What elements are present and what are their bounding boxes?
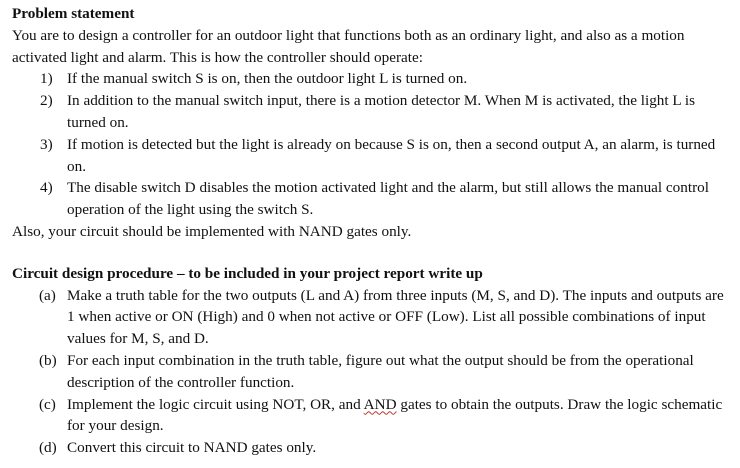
section-gap	[12, 243, 727, 263]
list-item-text	[67, 394, 727, 438]
text-before: Implement the logic circuit using NOT, OR, and	[67, 395, 364, 413]
spellcheck-flagged-word: AND	[363, 395, 397, 413]
list-item-text: If the manual switch S is on, then the outdoor light L is turned on.	[67, 70, 468, 88]
list-marker: (c)	[39, 395, 56, 413]
list-item-text: The disable switch D disables the motion activated light and the alarm, but still allows the manual control operation of the light using the switch S.	[67, 179, 709, 219]
list-marker: 1)	[40, 70, 53, 88]
list-marker: 4)	[40, 179, 53, 197]
list-item-text: If motion is detected but the light is already on because S is on, then a second output A, an alarm, is turned on.	[67, 135, 716, 175]
list-item-text: For each input combination in the truth table, figure out what the output should be from the operational description of the controller function.	[67, 351, 694, 391]
list-item	[12, 68, 727, 90]
list-item-text: Convert this circuit to NAND gates only.	[67, 439, 317, 457]
list-item	[12, 134, 727, 178]
list-item-text: Make a truth table for the two outputs (L and A) from three inputs (M, S, and D). The inputs and outputs are 1 when active or ON (High) and 0 when not active or OFF (Low). List all possible combinations of input values for M, S, and D.	[67, 286, 724, 348]
list-item	[12, 285, 727, 350]
operation-steps-list	[12, 68, 727, 221]
list-item	[12, 90, 727, 134]
list-item	[12, 394, 727, 438]
list-marker: 3)	[40, 135, 53, 153]
problem-outro: Also, your circuit should be implemented with NAND gates only.	[12, 222, 412, 240]
text-after: gates to obtain the outputs. Draw the logic schematic for your design.	[67, 395, 723, 435]
problem-intro: You are to design a controller for an outdoor light that functions both as an ordinary light, and also as a motion activated light and alarm. This is how the controller should operate:	[12, 26, 685, 66]
document	[12, 3, 727, 459]
list-marker: 2)	[40, 92, 53, 110]
procedure-steps-list	[12, 285, 727, 459]
list-marker: (b)	[39, 351, 57, 369]
list-item	[12, 437, 727, 459]
list-item	[12, 350, 727, 394]
list-item	[12, 177, 727, 221]
list-item-text: In addition to the manual switch input, there is a motion detector M. When M is activated, the light L is turned on.	[67, 92, 696, 131]
procedure-heading: Circuit design procedure – to be included in your project report write up	[12, 264, 483, 282]
list-marker: (a)	[39, 286, 56, 304]
list-marker: (d)	[39, 439, 57, 457]
problem-statement-heading: Problem statement	[12, 5, 135, 22]
